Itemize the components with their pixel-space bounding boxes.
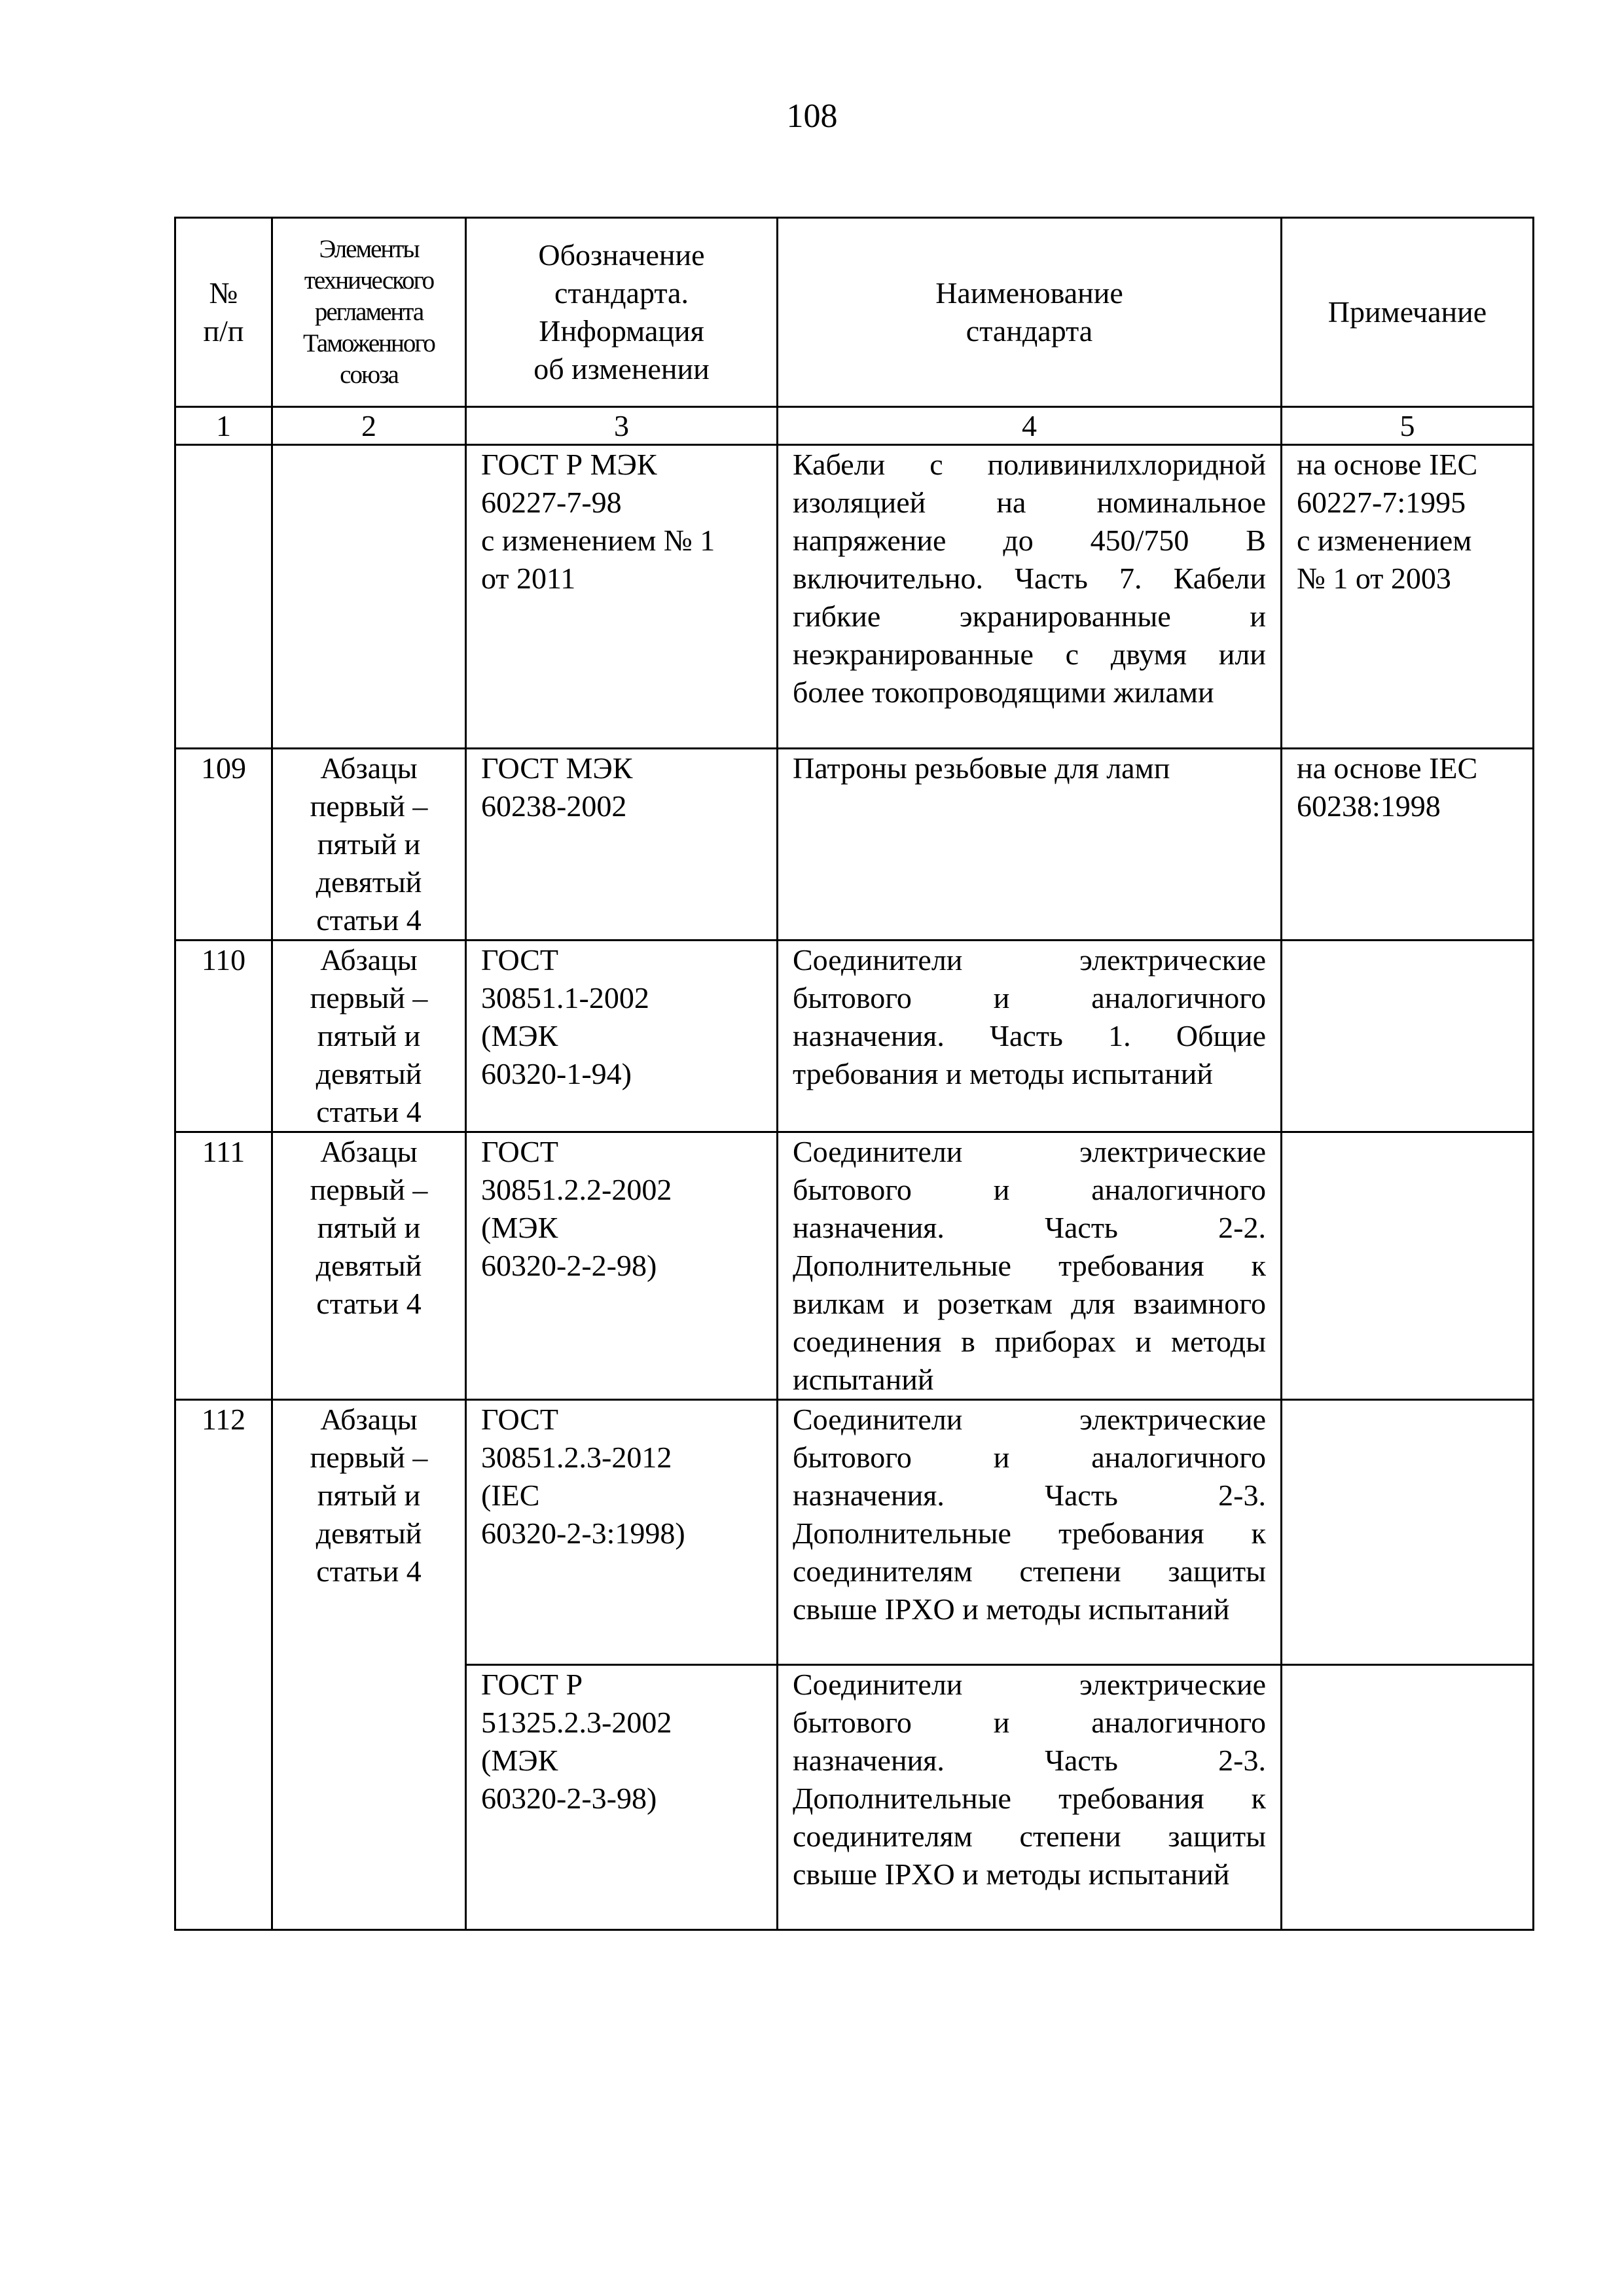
header-name: Наименование стандарта: [778, 218, 1282, 407]
table-row: [175, 1132, 1534, 1400]
row-name: Соединители электрические бытового и аналогичного назначения. Часть 2-3. Дополнительные требования к соединителям степени защиты свыше IPXO и методы испытаний: [778, 1665, 1282, 1930]
header-designation: Обозначение стандарта. Информация об изменении: [466, 218, 778, 407]
page-number: 108: [786, 98, 838, 135]
row-name: Соединители электрические бытового и аналогичного назначения. Часть 2-2. Дополнительные требования к вилкам и розеткам для взаимного соединения в приборах и методы испытаний: [778, 1132, 1282, 1400]
header-num: № п/п: [175, 218, 272, 407]
row-elements: Абзацы первый – пятый и девятый статьи 4: [272, 1132, 466, 1400]
row-designation: ГОСТ 30851.1-2002 (МЭК 60320-1-94): [466, 941, 778, 1132]
header-elements: Элементы технического регламента Таможенного союза: [272, 218, 466, 407]
row-num: [175, 445, 272, 749]
table-row: [175, 941, 1534, 1132]
row-note: [1282, 941, 1534, 1132]
column-number: 4: [778, 407, 1282, 445]
column-number: 3: [466, 407, 778, 445]
table-row: [175, 1400, 1534, 1665]
row-name: Соединители электрические бытового и аналогичного назначения. Часть 1. Общие требования и методы испытаний: [778, 941, 1282, 1132]
row-num: 111: [175, 1132, 272, 1400]
row-designation: ГОСТ 30851.2.3-2012 (IEC 60320-2-3:1998): [466, 1400, 778, 1665]
row-name: Соединители электрические бытового и аналогичного назначения. Часть 2-3. Дополнительные требования к соединителям степени защиты свыше IPXO и методы испытаний: [778, 1400, 1282, 1665]
table-row: [175, 445, 1534, 749]
row-elements: Абзацы первый – пятый и девятый статьи 4: [272, 749, 466, 941]
header-note: Примечание: [1282, 218, 1534, 407]
column-number-row: [175, 407, 1534, 445]
column-number: 2: [272, 407, 466, 445]
row-num: 109: [175, 749, 272, 941]
column-number: 1: [175, 407, 272, 445]
row-name: Патроны резьбовые для ламп: [778, 749, 1282, 941]
row-designation: ГОСТ Р 51325.2.3-2002 (МЭК 60320-2-3-98): [466, 1665, 778, 1930]
row-note: [1282, 1132, 1534, 1400]
row-designation: ГОСТ Р МЭК 60227-7-98 с изменением № 1 от 2011: [466, 445, 778, 749]
row-note: на основе IEC 60227-7:1995 с изменением № 1 от 2003: [1282, 445, 1534, 749]
row-note: на основе IEC 60238:1998: [1282, 749, 1534, 941]
header-row: [175, 218, 1534, 407]
column-number: 5: [1282, 407, 1534, 445]
row-name: Кабели с поливинилхлоридной изоляцией на номинальное напряжение до 450/750 В включительно. Часть 7. Кабели гибкие экранированные и неэкранированные с двумя или более токопроводящими жилами: [778, 445, 1282, 749]
row-elements: Абзацы первый – пятый и девятый статьи 4: [272, 941, 466, 1132]
row-elements: [272, 445, 466, 749]
row-designation: ГОСТ 30851.2.2-2002 (МЭК 60320-2-2-98): [466, 1132, 778, 1400]
table-row: [175, 749, 1534, 941]
row-note: [1282, 1665, 1534, 1930]
row-designation: ГОСТ МЭК 60238-2002: [466, 749, 778, 941]
standards-table: [174, 217, 1534, 1931]
row-num: 112: [175, 1400, 272, 1930]
row-elements: Абзацы первый – пятый и девятый статьи 4: [272, 1400, 466, 1930]
row-num: 110: [175, 941, 272, 1132]
row-note: [1282, 1400, 1534, 1665]
